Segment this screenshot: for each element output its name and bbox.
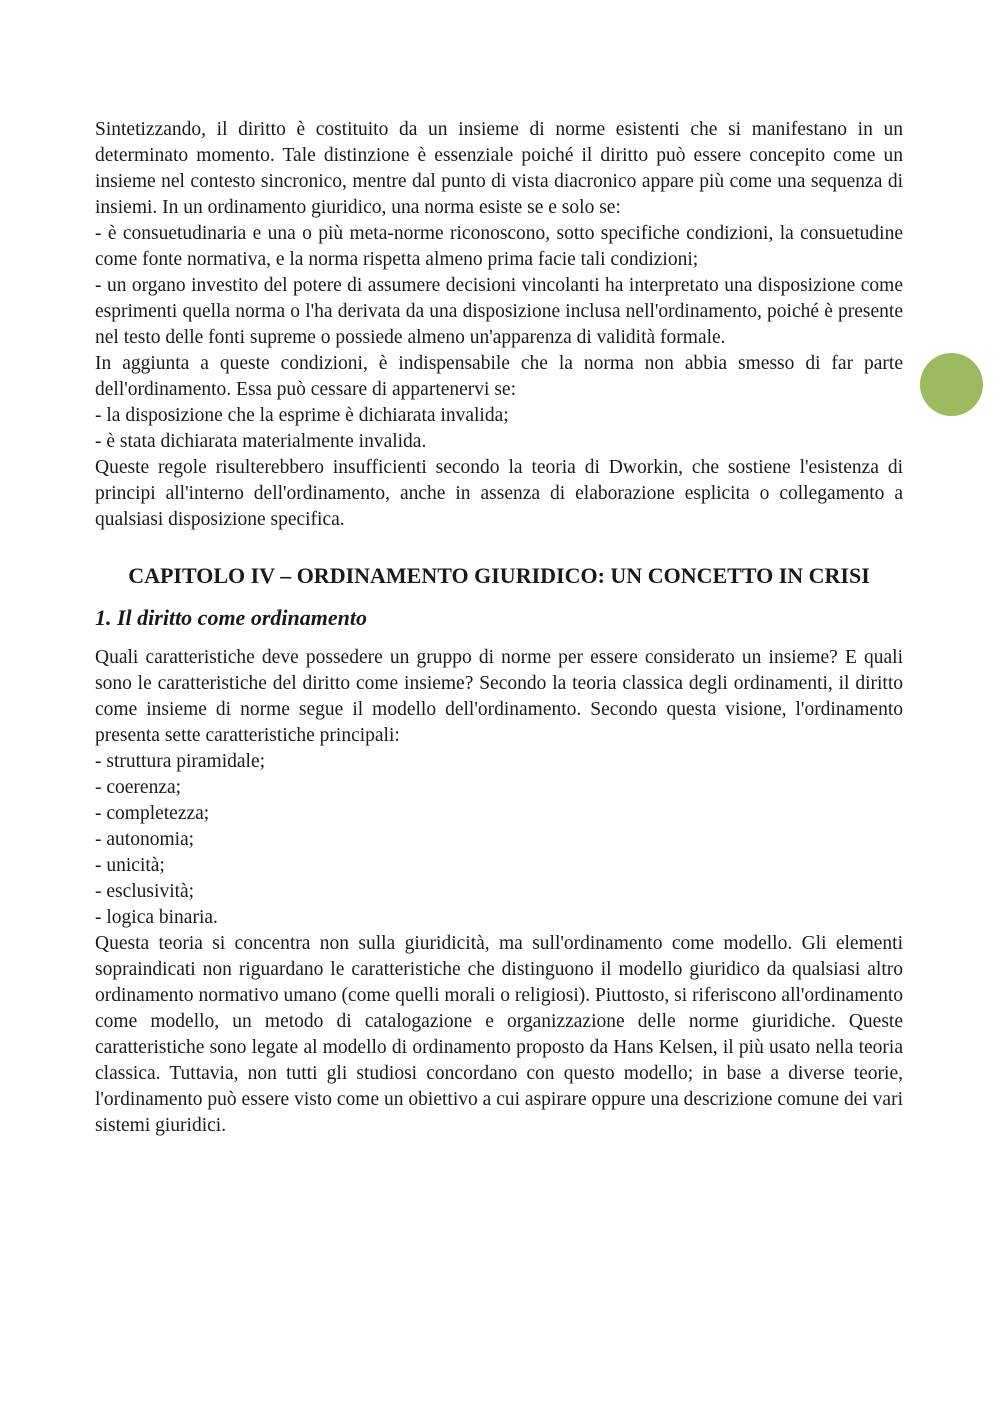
invalidity-item-2: - è stata dichiarata materialmente invalida. <box>95 431 427 452</box>
list-item: - struttura piramidale; <box>95 751 266 772</box>
section-title: 1. Il diritto come ordinamento <box>95 605 367 630</box>
condition-organ: - un organo investito del potere di assumere decisioni vincolanti ha interpretato una disposizione come esprimenti quella norma o l'ha derivata da una disposizione inclusa nell'ordinamento, poiché è presente nel testo delle fonti supreme o possiede almeno un'apparenza di validità formale. <box>95 275 903 348</box>
list-item: - coerenza; <box>95 777 182 798</box>
chapter-title: CAPITOLO IV – ORDINAMENTO GIURIDICO: UN CONCETTO IN CRISI <box>128 563 870 588</box>
list-item: - esclusività; <box>95 881 195 902</box>
document-page <box>95 117 903 1139</box>
list-item: - completezza; <box>95 803 210 824</box>
list-item: - autonomia; <box>95 829 195 850</box>
decorative-green-circle <box>920 353 983 416</box>
condition-custom: - è consuetudinaria e una o più meta-norme riconoscono, sotto specifiche condizioni, la consuetudine come fonte normativa, e la norma rispetta almeno prima facie tali condizioni; <box>95 223 903 270</box>
paragraph-characteristics-intro: Quali caratteristiche deve possedere un gruppo di norme per essere considerato un insieme? E quali sono le caratteristiche del diritto come insieme? Secondo la teoria classica degli ordinamenti, il diritto come insieme di norme segue il modello dell'ordinamento. Secondo questa visione, l'ordinamento presenta sette caratteristiche principali: <box>95 647 903 746</box>
paragraph-additional-condition: In aggiunta a queste condizioni, è indispensabile che la norma non abbia smesso di far parte dell'ordinamento. Essa può cessare di appartenervi se: <box>95 353 903 400</box>
list-item: - unicità; <box>95 855 165 876</box>
invalidity-item-1: - la disposizione che la esprime è dichiarata invalida; <box>95 405 509 426</box>
paragraph-dworkin: Queste regole risulterebbero insufficienti secondo la teoria di Dworkin, che sostiene l'esistenza di principi all'interno dell'ordinamento, anche in assenza di elaborazione esplicita o collegamento a qualsiasi disposizione specifica. <box>95 457 903 530</box>
list-item: - logica binaria. <box>95 907 218 928</box>
paragraph-summary: Sintetizzando, il diritto è costituito da un insieme di norme esistenti che si manifestano in un determinato momento. Tale distinzione è essenziale poiché il diritto può essere concepito come un insieme nel contesto sincronico, mentre dal punto di vista diacronico appare più come una sequenza di insiemi. In un ordinamento giuridico, una norma esiste se e solo se: <box>95 119 903 218</box>
paragraph-kelsen-model: Questa teoria si concentra non sulla giuridicità, ma sull'ordinamento come modello. Gli elementi sopraindicati non riguardano le caratteristiche che distinguono il modello giuridico da qualsiasi altro ordinamento normativo umano (come quelli morali o religiosi). Piuttosto, si riferiscono all'ordinamento come modello, un metodo di catalogazione e organizzazione delle norme giuridiche. Queste caratteristiche sono legate al modello di ordinamento proposto da Hans Kelsen, il più usato nella teoria classica. Tuttavia, non tutti gli studiosi concordano con questo modello; in base a diverse teorie, l'ordinamento può essere visto come un obiettivo a cui aspirare oppure una descrizione comune dei vari sistemi giuridici. <box>95 933 903 1136</box>
